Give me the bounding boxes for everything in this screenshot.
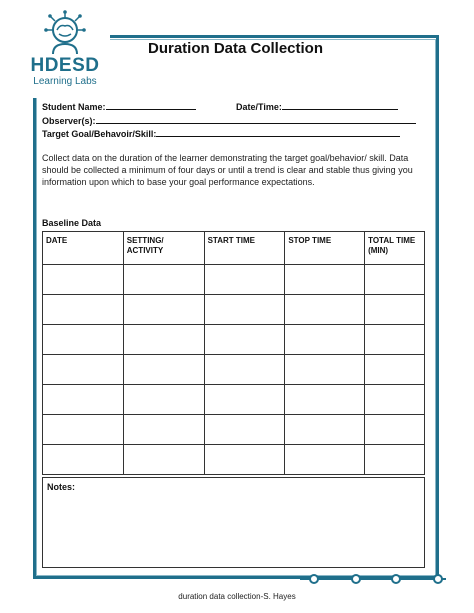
table-cell[interactable] <box>204 265 285 295</box>
table-cell[interactable] <box>43 295 124 325</box>
table-cell[interactable] <box>285 355 365 385</box>
instructions-text: Collect data on the duration of the learner demonstrating the target goal/behavior/ skill. Data should be collected a minimum of four days or until a trend is clear and stable thus giving you information upon which to base your goal performance expectations. <box>42 153 413 187</box>
student-name-label: Student Name: <box>42 102 106 112</box>
table-row <box>43 415 425 445</box>
header-date: DATE <box>43 232 124 265</box>
table-header-row <box>43 232 425 265</box>
date-time-line <box>282 100 398 110</box>
table-cell[interactable] <box>123 265 204 295</box>
table-cell[interactable] <box>285 265 365 295</box>
table-cell[interactable] <box>123 355 204 385</box>
table-cell[interactable] <box>365 325 425 355</box>
date-time-row <box>236 100 398 112</box>
notes-label: Notes: <box>47 482 76 492</box>
brain-head-icon <box>40 10 90 56</box>
table-row <box>43 265 425 295</box>
table-cell[interactable] <box>204 415 285 445</box>
table-cell[interactable] <box>123 325 204 355</box>
baseline-data-table <box>42 231 425 475</box>
table-cell[interactable] <box>285 295 365 325</box>
table-row <box>43 445 425 475</box>
table-cell[interactable] <box>204 355 285 385</box>
page-title: Duration Data Collection <box>148 40 324 57</box>
table-cell[interactable] <box>123 385 204 415</box>
student-name-row <box>42 100 196 112</box>
decorative-circuit-line <box>300 571 450 587</box>
target-goal-label: Target Goal/Behavoir/Skill: <box>42 129 157 139</box>
table-cell[interactable] <box>365 445 425 475</box>
logo-subtitle: Learning Labs <box>33 76 97 87</box>
header-start-time: START TIME <box>204 232 285 265</box>
table-row <box>43 385 425 415</box>
table-cell[interactable] <box>204 325 285 355</box>
table-cell[interactable] <box>123 295 204 325</box>
logo <box>22 10 108 96</box>
logo-brand: HDESD <box>30 55 100 76</box>
header-total-time: TOTAL TIME (MIN) <box>365 232 425 265</box>
table-cell[interactable] <box>204 445 285 475</box>
table-cell[interactable] <box>43 385 124 415</box>
table-cell[interactable] <box>43 445 124 475</box>
table-cell[interactable] <box>43 415 124 445</box>
table-cell[interactable] <box>43 355 124 385</box>
table-cell[interactable] <box>365 295 425 325</box>
table-cell[interactable] <box>365 415 425 445</box>
baseline-data-label: Baseline Data <box>42 218 102 228</box>
table-row <box>43 295 425 325</box>
table-row <box>43 325 425 355</box>
table-cell[interactable] <box>123 415 204 445</box>
table-cell[interactable] <box>204 295 285 325</box>
date-time-label: Date/Time: <box>236 102 282 112</box>
target-goal-row <box>42 127 400 139</box>
table-cell[interactable] <box>43 265 124 295</box>
target-goal-line <box>156 127 400 137</box>
table-cell[interactable] <box>43 325 124 355</box>
observers-row <box>42 114 416 126</box>
table-cell[interactable] <box>123 445 204 475</box>
table-row <box>43 355 425 385</box>
student-name-line <box>106 100 196 110</box>
table-cell[interactable] <box>204 385 285 415</box>
header-setting-activity: SETTING/ ACTIVITY <box>123 232 204 265</box>
table-cell[interactable] <box>285 445 365 475</box>
notes-box[interactable] <box>42 477 425 568</box>
table-cell[interactable] <box>365 265 425 295</box>
table-cell[interactable] <box>365 385 425 415</box>
footer-text: duration data collection-S. Hayes <box>178 592 296 601</box>
table-cell[interactable] <box>285 415 365 445</box>
header-stop-time: STOP TIME <box>285 232 365 265</box>
observers-label: Observer(s): <box>42 116 96 126</box>
table-cell[interactable] <box>365 355 425 385</box>
table-cell[interactable] <box>285 325 365 355</box>
observers-line <box>96 114 416 124</box>
table-cell[interactable] <box>285 385 365 415</box>
